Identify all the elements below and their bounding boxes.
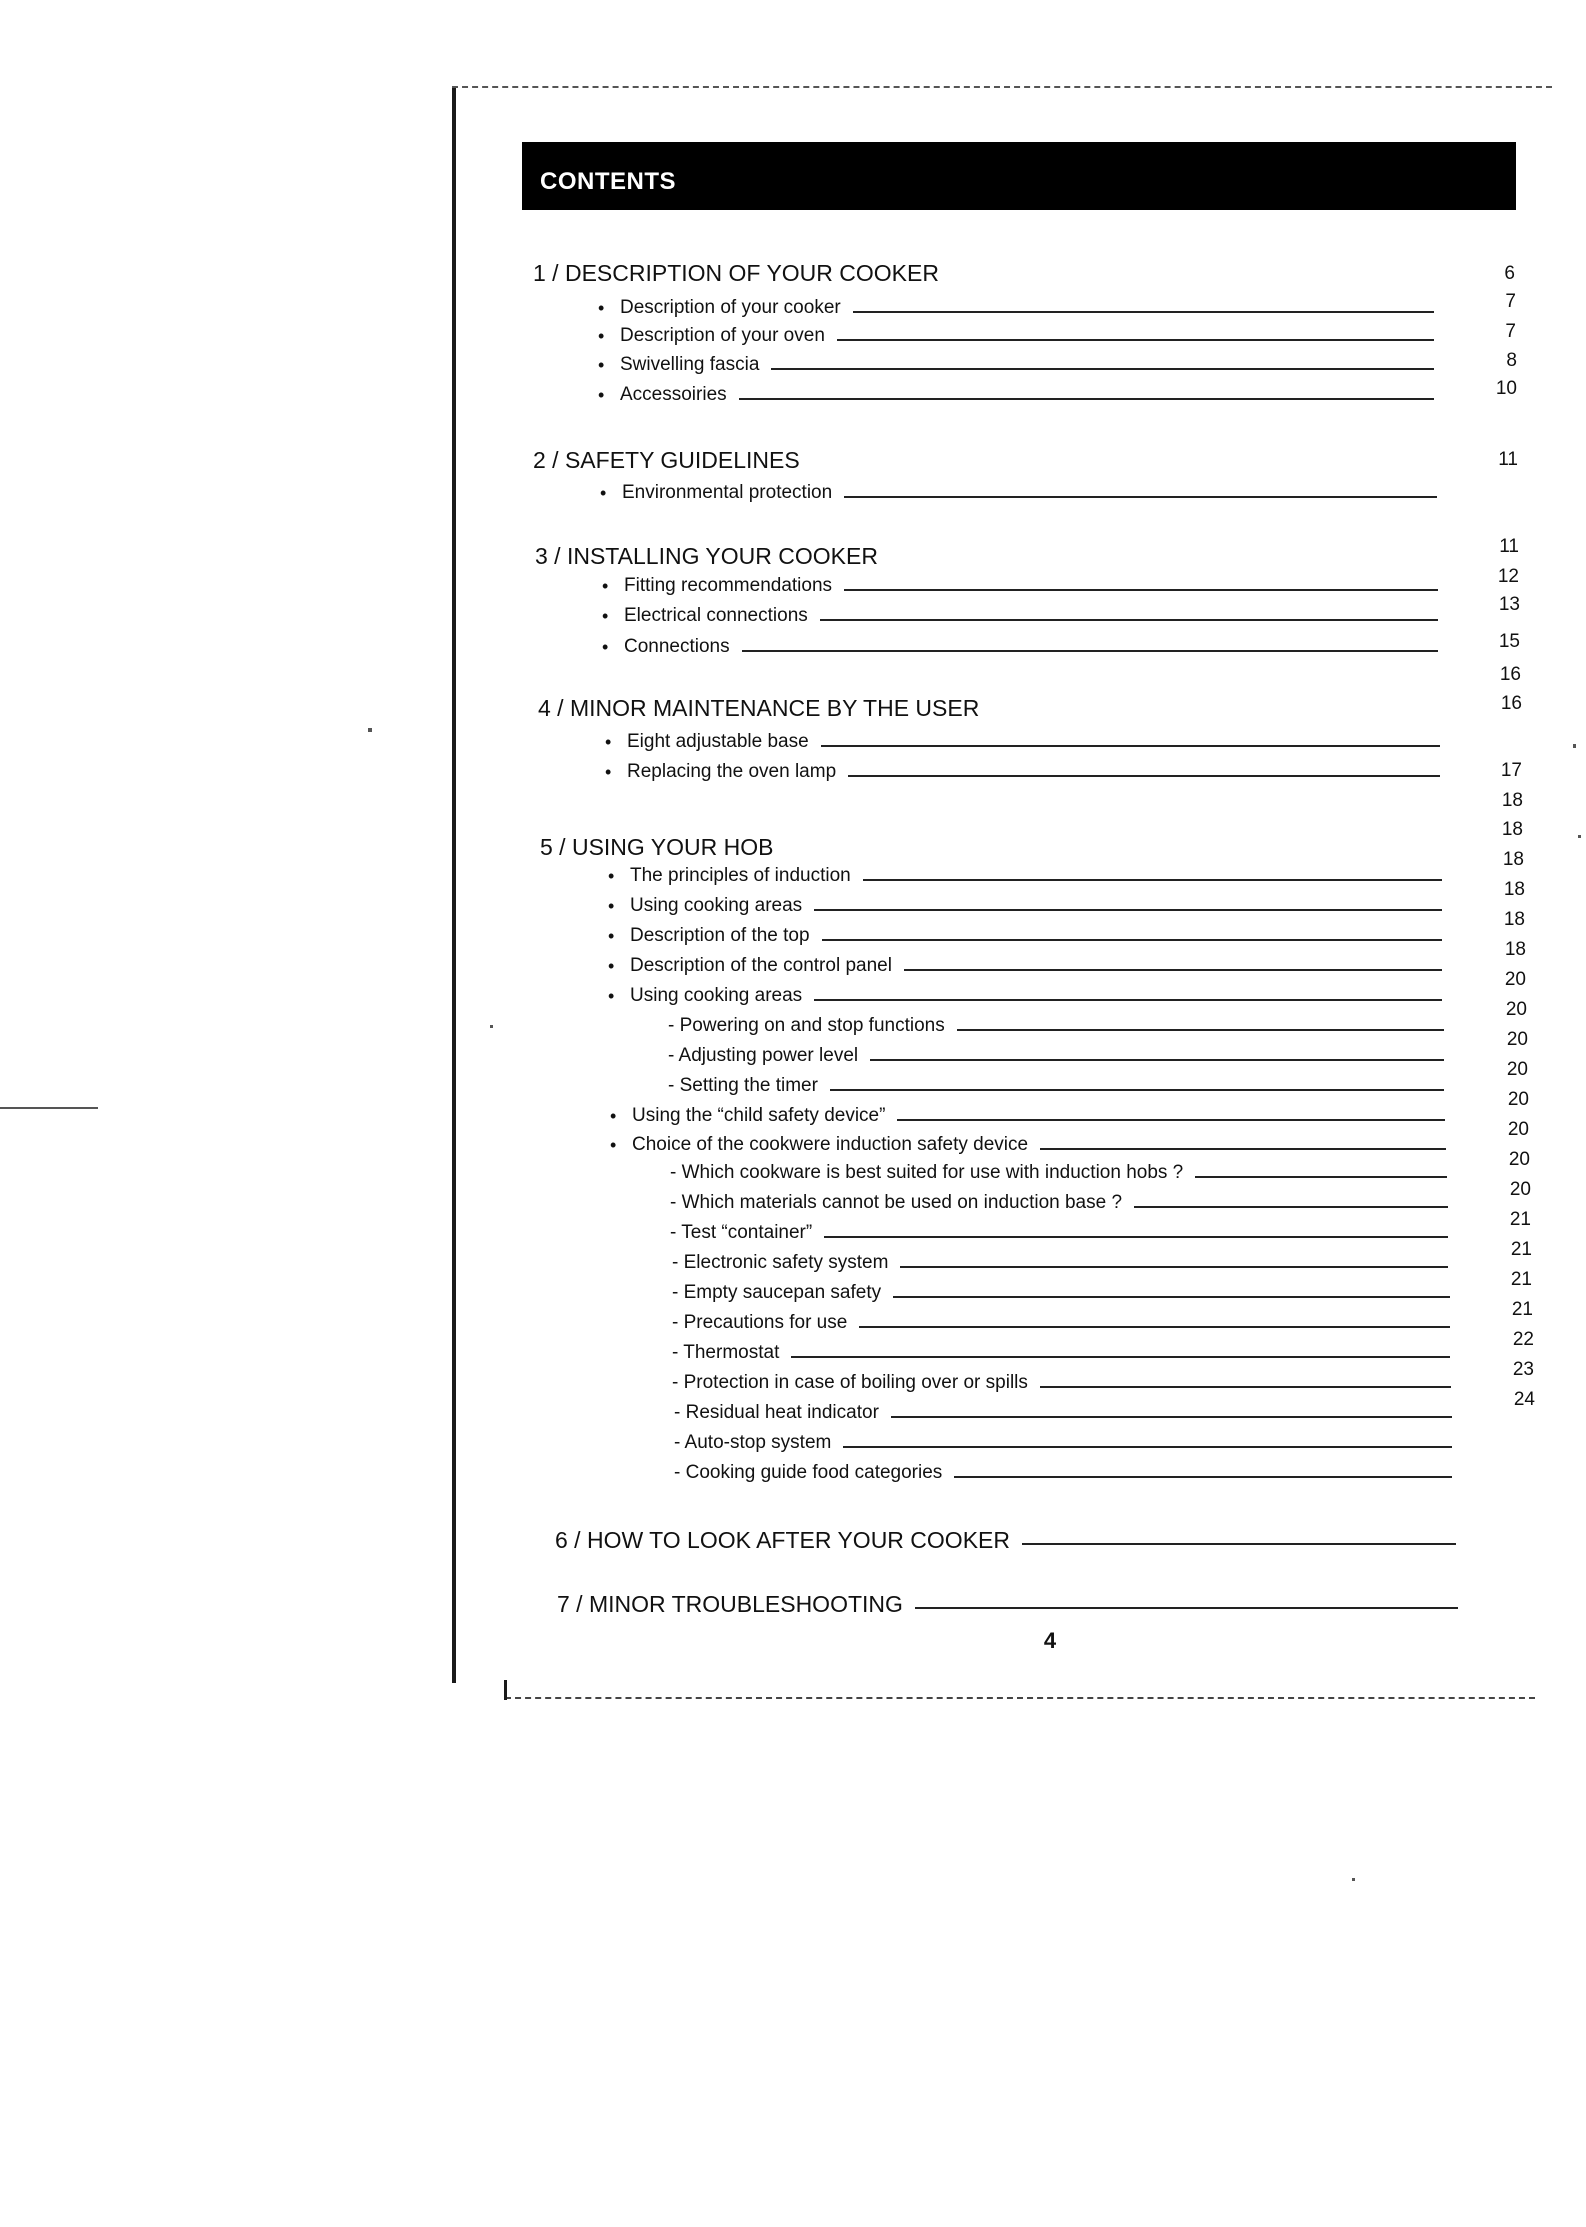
toc-leader-line bbox=[771, 368, 1434, 370]
toc-leader-line bbox=[859, 1326, 1450, 1328]
toc-label: - Which materials cannot be used on induction base ? bbox=[670, 1192, 1123, 1213]
toc-leader-line bbox=[954, 1476, 1452, 1478]
toc-entry bbox=[605, 724, 1440, 754]
toc-subentry bbox=[670, 1155, 1447, 1185]
toc-page-number: 21 bbox=[1509, 1209, 1531, 1230]
toc-label: Description of your cooker bbox=[620, 297, 841, 318]
toc-section-heading bbox=[557, 1586, 1458, 1616]
toc-subentry bbox=[668, 1008, 1444, 1038]
toc-section-heading bbox=[535, 538, 1438, 568]
toc-label: 1 / DESCRIPTION OF YOUR COOKER bbox=[533, 260, 939, 286]
toc-subentry bbox=[672, 1305, 1450, 1335]
scan-top-edge bbox=[452, 86, 1552, 88]
toc-page-number: 11 bbox=[1498, 449, 1518, 470]
toc-section-heading bbox=[538, 690, 1440, 720]
toc-leader-line bbox=[830, 1089, 1444, 1091]
toc-subentry bbox=[670, 1185, 1448, 1215]
bullet-icon: • bbox=[598, 298, 605, 318]
toc-leader-line bbox=[915, 1607, 1458, 1609]
toc-subentry bbox=[672, 1245, 1448, 1275]
toc-page-number: 17 bbox=[1500, 760, 1522, 781]
toc-label: - Adjusting power level bbox=[668, 1045, 859, 1066]
bullet-icon: • bbox=[598, 326, 605, 346]
toc-label: 7 / MINOR TROUBLESHOOTING bbox=[557, 1591, 903, 1617]
toc-label: 4 / MINOR MAINTENANCE BY THE USER bbox=[538, 695, 980, 721]
toc-page-number: 7 bbox=[1505, 291, 1516, 312]
toc-label: The principles of induction bbox=[630, 865, 851, 886]
toc-entry bbox=[605, 754, 1440, 784]
toc-leader-line bbox=[900, 1266, 1448, 1268]
toc-leader-line bbox=[870, 1059, 1444, 1061]
toc-entry bbox=[608, 948, 1442, 978]
toc-page-number: 10 bbox=[1495, 378, 1517, 399]
toc-entry bbox=[608, 918, 1442, 948]
footer-page-number: 4 bbox=[1043, 1628, 1057, 1653]
toc-section-heading bbox=[540, 829, 1442, 859]
bullet-icon: • bbox=[602, 606, 609, 626]
toc-leader-line bbox=[1040, 1148, 1446, 1150]
toc-page-number: 16 bbox=[1499, 664, 1521, 685]
toc-entry bbox=[608, 888, 1442, 918]
toc-section-heading bbox=[555, 1522, 1456, 1552]
toc-label: Connections bbox=[624, 636, 730, 657]
toc-label: - Residual heat indicator bbox=[674, 1402, 879, 1423]
toc-entry bbox=[610, 1127, 1446, 1157]
toc-subentry bbox=[674, 1455, 1452, 1485]
toc-page-number: 21 bbox=[1510, 1239, 1532, 1260]
toc-page-number: 18 bbox=[1504, 939, 1526, 960]
toc-entry bbox=[598, 347, 1434, 377]
toc-label: Eight adjustable base bbox=[627, 731, 809, 752]
bullet-icon: • bbox=[608, 926, 615, 946]
toc-page-number: 13 bbox=[1498, 594, 1520, 615]
toc-entry bbox=[608, 858, 1442, 888]
toc-label: - Powering on and stop functions bbox=[668, 1015, 945, 1036]
toc-leader-line bbox=[1195, 1176, 1447, 1178]
toc-leader-line bbox=[843, 1446, 1452, 1448]
toc-leader-line bbox=[848, 775, 1440, 777]
toc-leader-line bbox=[1134, 1206, 1448, 1208]
toc-page-number: 20 bbox=[1507, 1089, 1529, 1110]
toc-page-number: 20 bbox=[1506, 1059, 1528, 1080]
toc-page-number: 18 bbox=[1503, 879, 1525, 900]
toc-leader-line bbox=[837, 339, 1434, 341]
toc-label: - Test “container” bbox=[670, 1222, 813, 1243]
toc-page-number: 21 bbox=[1510, 1269, 1532, 1290]
toc-label: - Auto-stop system bbox=[674, 1432, 832, 1453]
toc-label: Using cooking areas bbox=[630, 895, 803, 916]
toc-leader-line bbox=[957, 1029, 1444, 1031]
toc-entry bbox=[598, 318, 1434, 348]
contents-title: CONTENTS bbox=[540, 168, 676, 195]
bullet-icon: • bbox=[610, 1135, 617, 1155]
toc-entry bbox=[602, 598, 1438, 628]
toc-page-number: 12 bbox=[1497, 566, 1519, 587]
toc-leader-line bbox=[1040, 1386, 1451, 1388]
toc-page-number: 18 bbox=[1501, 819, 1523, 840]
toc-label: 2 / SAFETY GUIDELINES bbox=[533, 447, 800, 473]
scan-left-edge bbox=[452, 88, 456, 1683]
toc-subentry bbox=[672, 1365, 1451, 1395]
scan-speck bbox=[1573, 744, 1576, 748]
toc-leader-line bbox=[891, 1416, 1452, 1418]
toc-label: - Electronic safety system bbox=[672, 1252, 889, 1273]
scan-speck bbox=[1352, 1878, 1355, 1881]
toc-page-number: 21 bbox=[1511, 1299, 1533, 1320]
toc-leader-line bbox=[814, 999, 1442, 1001]
toc-page-number: 24 bbox=[1513, 1389, 1535, 1410]
toc-page-number: 11 bbox=[1499, 536, 1519, 557]
toc-page-number: 20 bbox=[1508, 1149, 1530, 1170]
scan-speck bbox=[490, 1025, 493, 1028]
toc-leader-line bbox=[904, 969, 1442, 971]
scan-corner-mark bbox=[504, 1680, 507, 1700]
toc-page-number: 20 bbox=[1509, 1179, 1531, 1200]
toc-subentry bbox=[672, 1275, 1450, 1305]
toc-section-heading bbox=[533, 255, 1434, 285]
toc-label: Electrical connections bbox=[624, 605, 808, 626]
toc-label: Choice of the cookwere induction safety device bbox=[632, 1134, 1029, 1155]
toc-page-number: 6 bbox=[1504, 263, 1515, 284]
bullet-icon: • bbox=[608, 866, 615, 886]
bullet-icon: • bbox=[608, 956, 615, 976]
toc-label: Fitting recommendations bbox=[624, 575, 833, 596]
toc-label: Using the “child safety device” bbox=[632, 1105, 886, 1126]
bullet-icon: • bbox=[605, 732, 612, 752]
bullet-icon: • bbox=[598, 385, 605, 405]
toc-label: - Protection in case of boiling over or spills bbox=[672, 1372, 1028, 1393]
toc-label: - Setting the timer bbox=[668, 1075, 818, 1096]
toc-label: Swivelling fascia bbox=[620, 354, 760, 375]
toc-leader-line bbox=[820, 619, 1438, 621]
toc-leader-line bbox=[1022, 1543, 1456, 1545]
toc-label: 3 / INSTALLING YOUR COOKER bbox=[535, 543, 878, 569]
toc-label: - Which cookware is best suited for use with induction hobs ? bbox=[670, 1162, 1184, 1183]
toc-page-number: 8 bbox=[1506, 350, 1517, 371]
toc-subentry bbox=[672, 1335, 1450, 1365]
toc-label: Description of the control panel bbox=[630, 955, 892, 976]
toc-leader-line bbox=[897, 1119, 1445, 1121]
toc-entry bbox=[608, 978, 1442, 1008]
toc-page-number: 20 bbox=[1505, 999, 1527, 1020]
toc-leader-line bbox=[824, 1236, 1448, 1238]
toc-subentry bbox=[674, 1425, 1452, 1455]
toc-page-number: 18 bbox=[1503, 909, 1525, 930]
toc-subentry bbox=[670, 1215, 1448, 1245]
toc-page-number: 18 bbox=[1501, 790, 1523, 811]
toc-label: Replacing the oven lamp bbox=[627, 761, 837, 782]
toc-page-number: 18 bbox=[1502, 849, 1524, 870]
toc-label: - Cooking guide food categories bbox=[674, 1462, 943, 1483]
toc-entry bbox=[598, 377, 1434, 407]
bullet-icon: • bbox=[610, 1106, 617, 1126]
toc-subentry bbox=[674, 1395, 1452, 1425]
toc-leader-line bbox=[742, 650, 1438, 652]
toc-page-number: 23 bbox=[1512, 1359, 1534, 1380]
toc-entry bbox=[598, 290, 1434, 320]
toc-page-number: 20 bbox=[1504, 969, 1526, 990]
toc-label: Description of your oven bbox=[620, 325, 825, 346]
toc-page-number: 20 bbox=[1506, 1029, 1528, 1050]
toc-entry bbox=[602, 568, 1438, 598]
toc-page-number: 20 bbox=[1507, 1119, 1529, 1140]
toc-leader-line bbox=[844, 496, 1437, 498]
toc-entry bbox=[610, 1098, 1445, 1128]
bullet-icon: • bbox=[602, 637, 609, 657]
toc-leader-line bbox=[822, 939, 1442, 941]
bullet-icon: • bbox=[608, 896, 615, 916]
scan-speck bbox=[1578, 835, 1581, 838]
bullet-icon: • bbox=[608, 986, 615, 1006]
toc-page-number: 16 bbox=[1500, 693, 1522, 714]
scan-stray-line bbox=[0, 1107, 98, 1109]
bullet-icon: • bbox=[600, 483, 607, 503]
toc-label: 6 / HOW TO LOOK AFTER YOUR COOKER bbox=[555, 1527, 1010, 1553]
toc-label: Using cooking areas bbox=[630, 985, 803, 1006]
bullet-icon: • bbox=[605, 762, 612, 782]
toc-leader-line bbox=[863, 879, 1442, 881]
toc-label: 5 / USING YOUR HOB bbox=[540, 834, 774, 860]
toc-leader-line bbox=[739, 398, 1434, 400]
toc-leader-line bbox=[844, 589, 1438, 591]
contents-header-band bbox=[522, 142, 1516, 210]
toc-leader-line bbox=[853, 311, 1434, 313]
toc-page-number: 15 bbox=[1498, 631, 1520, 652]
toc-label: Environmental protection bbox=[622, 482, 833, 503]
toc-subentry bbox=[668, 1068, 1444, 1098]
toc-subentry bbox=[668, 1038, 1444, 1068]
toc-label: Accessoiries bbox=[620, 384, 727, 405]
scan-speck bbox=[368, 728, 372, 732]
toc-page-number: 7 bbox=[1505, 321, 1516, 342]
toc-label: - Precautions for use bbox=[672, 1312, 848, 1333]
toc-leader-line bbox=[821, 745, 1440, 747]
scan-bottom-edge bbox=[505, 1697, 1535, 1699]
toc-entry bbox=[602, 629, 1438, 659]
toc-label: - Empty saucepan safety bbox=[672, 1282, 882, 1303]
toc-leader-line bbox=[814, 909, 1442, 911]
bullet-icon: • bbox=[598, 355, 605, 375]
bullet-icon: • bbox=[602, 576, 609, 596]
toc-entry bbox=[600, 475, 1437, 505]
toc-section-heading bbox=[533, 442, 1437, 472]
toc-label: - Thermostat bbox=[672, 1342, 780, 1363]
toc-leader-line bbox=[791, 1356, 1450, 1358]
toc-page-number: 22 bbox=[1512, 1329, 1534, 1350]
toc-label: Description of the top bbox=[630, 925, 810, 946]
toc-leader-line bbox=[893, 1296, 1450, 1298]
